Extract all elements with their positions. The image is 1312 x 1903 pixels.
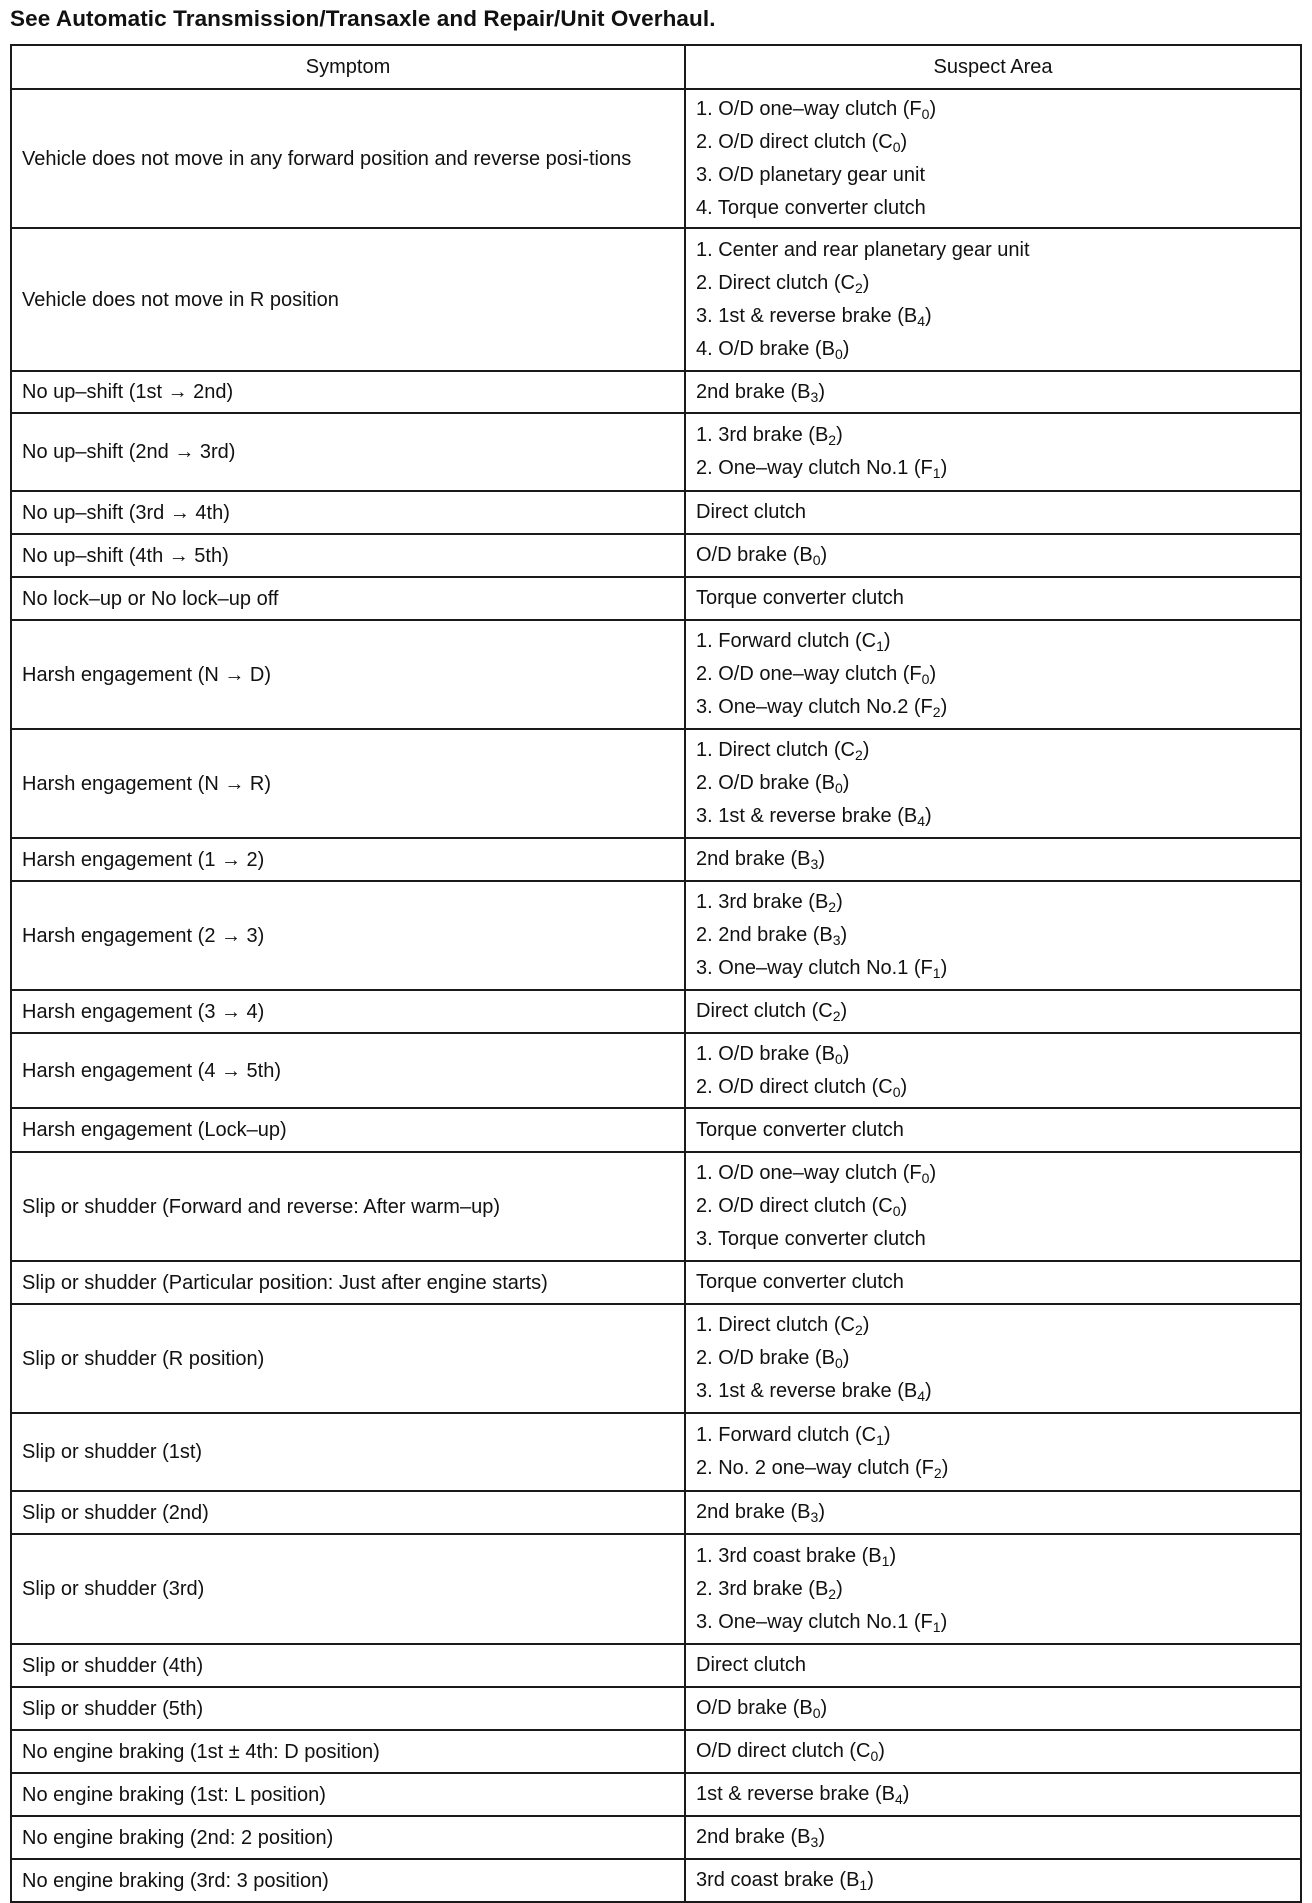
suspect-area-item: 1. 3rd brake $(B_2)$ xyxy=(696,891,843,915)
table-row xyxy=(11,1773,1301,1816)
symptom-cell xyxy=(11,838,685,881)
suspect-area-item: 2. One–way clutch No.1 $(F_1)$ xyxy=(696,457,948,481)
symptom-text: Harsh engagement (3 → 4) xyxy=(22,1000,265,1023)
symptom-cell xyxy=(11,1859,685,1902)
suspect-area-item: 2. O/D brake $(B_0)$ xyxy=(696,772,850,796)
symptom-text: No engine braking (2nd: 2 position) xyxy=(22,1826,334,1849)
table-row xyxy=(11,1033,1301,1108)
suspect-area-cell xyxy=(685,1152,1301,1261)
table-row xyxy=(11,1816,1301,1859)
suspect-area-item: 1. Forward clutch $(C_1)$ xyxy=(696,1424,891,1448)
suspect-area-item: 1st & reverse brake $(B_4)$ xyxy=(696,1783,910,1807)
table-header-row xyxy=(11,45,1301,89)
symptom-text: Harsh engagement (1 → 2) xyxy=(22,848,265,871)
table-row xyxy=(11,413,1301,491)
table-row xyxy=(11,1859,1301,1902)
symptom-text: Vehicle does not move in any forward position and reverse posi-tions xyxy=(22,147,632,170)
symptom-cell xyxy=(11,990,685,1033)
suspect-area-item: 2nd brake $(B_3)$ xyxy=(696,380,825,405)
suspect-area-cell xyxy=(685,577,1301,620)
suspect-area-item: 4. Torque converter clutch xyxy=(696,196,926,219)
suspect-area-item: 3. O/D planetary gear unit xyxy=(696,163,926,186)
symptom-cell xyxy=(11,1491,685,1534)
symptom-cell xyxy=(11,89,685,228)
suspect-area-item: 1. 3rd brake $(B_2)$ xyxy=(696,424,843,448)
symptom-cell xyxy=(11,534,685,577)
table-row xyxy=(11,1687,1301,1730)
symptom-text: No lock–up or No lock–up off xyxy=(22,587,279,610)
table-row xyxy=(11,577,1301,620)
suspect-area-item: Torque converter clutch xyxy=(696,587,904,609)
suspect-area-item: 2. O/D brake $(B_0)$ xyxy=(696,1347,850,1371)
table-row xyxy=(11,1644,1301,1687)
symptom-cell xyxy=(11,729,685,838)
suspect-area-item: 1. O/D one–way clutch $(F_0)$ xyxy=(696,97,937,122)
symptom-cell xyxy=(11,1413,685,1491)
suspect-area-item: 2nd brake $(B_3)$ xyxy=(696,1826,825,1850)
symptom-text: Harsh engagement (Lock–up) xyxy=(22,1119,287,1141)
suspect-area-item: Direct clutch xyxy=(696,1654,807,1676)
table-body xyxy=(11,89,1301,1902)
suspect-area-item: Torque converter clutch xyxy=(696,1271,904,1293)
suspect-area-item: 1. Direct clutch $(C_2)$ xyxy=(696,1314,870,1338)
suspect-area-cell xyxy=(685,371,1301,413)
column-header-suspect-area: Suspect Area xyxy=(685,45,1301,89)
suspect-area-cell xyxy=(685,1687,1301,1730)
suspect-area-item: 2. O/D direct clutch $(C_0)$ xyxy=(696,130,908,155)
suspect-area-item: 4. O/D brake $(B_0)$ xyxy=(696,337,850,362)
symptom-cell xyxy=(11,1773,685,1816)
symptom-text: No up–shift (1st → 2nd) xyxy=(22,381,234,403)
table-row xyxy=(11,729,1301,838)
table-row xyxy=(11,881,1301,990)
suspect-area-item: Direct clutch $(C_2)$ xyxy=(696,1000,848,1024)
suspect-area-item: 3rd coast brake $(B_1)$ xyxy=(696,1869,874,1893)
suspect-area-item: 3. One–way clutch No.2 $(F_2)$ xyxy=(696,696,948,720)
suspect-area-item: 3. Torque converter clutch xyxy=(696,1228,926,1250)
suspect-area-cell xyxy=(685,620,1301,729)
suspect-area-item: O/D direct clutch $(C_0)$ xyxy=(696,1740,885,1764)
suspect-area-item: O/D brake $(B_0)$ xyxy=(696,544,828,568)
suspect-area-cell xyxy=(685,1108,1301,1152)
symptom-text: Harsh engagement (2 → 3) xyxy=(22,924,265,947)
suspect-area-item: 3. 1st & reverse brake $(B_4)$ xyxy=(696,1380,932,1404)
symptom-cell xyxy=(11,1644,685,1687)
table-row xyxy=(11,228,1301,371)
symptom-text: Slip or shudder (2nd) xyxy=(22,1501,209,1524)
suspect-area-item: 1. Forward clutch $(C_1)$ xyxy=(696,630,891,654)
symptom-cell xyxy=(11,1261,685,1304)
table-row xyxy=(11,620,1301,729)
symptom-text: Slip or shudder (R position) xyxy=(22,1347,265,1370)
suspect-area-item: 1. O/D brake $(B_0)$ xyxy=(696,1042,850,1067)
symptom-text: No up–shift (3rd → 4th) xyxy=(22,501,230,524)
suspect-area-cell xyxy=(685,1033,1301,1108)
symptom-cell xyxy=(11,1687,685,1730)
suspect-area-item: O/D brake $(B_0)$ xyxy=(696,1697,828,1721)
suspect-area-cell xyxy=(685,89,1301,228)
table-row xyxy=(11,491,1301,534)
symptom-text: No engine braking (1st ± 4th: D position) xyxy=(22,1740,380,1763)
symptom-cell xyxy=(11,1152,685,1261)
suspect-area-cell xyxy=(685,881,1301,990)
symptom-cell xyxy=(11,1816,685,1859)
table-row xyxy=(11,1304,1301,1413)
suspect-area-cell xyxy=(685,1730,1301,1773)
suspect-area-cell xyxy=(685,1816,1301,1859)
symptom-cell xyxy=(11,491,685,534)
symptom-cell xyxy=(11,413,685,491)
suspect-area-item: 1. 3rd coast brake $(B_1)$ xyxy=(696,1544,897,1569)
symptom-cell xyxy=(11,620,685,729)
symptom-text: Harsh engagement (N → D) xyxy=(22,663,271,686)
suspect-area-cell xyxy=(685,1859,1301,1902)
suspect-area-item: 2. No. 2 one–way clutch $(F_2)$ xyxy=(696,1457,949,1481)
table-row xyxy=(11,1108,1301,1152)
symptom-table xyxy=(10,44,1302,1903)
table-row xyxy=(11,1152,1301,1261)
suspect-area-cell xyxy=(685,1644,1301,1687)
symptom-text: Slip or shudder (1st) xyxy=(22,1441,203,1463)
suspect-area-cell xyxy=(685,1261,1301,1304)
suspect-area-item: Direct clutch xyxy=(696,501,807,523)
table-row xyxy=(11,371,1301,413)
symptom-text: No engine braking (3rd: 3 position) xyxy=(22,1869,329,1892)
table-row xyxy=(11,838,1301,881)
symptom-cell xyxy=(11,881,685,990)
page-heading: See Automatic Transmission/Transaxle and Repair/Unit Overhaul. xyxy=(10,6,716,31)
symptom-cell xyxy=(11,1730,685,1773)
table-row xyxy=(11,1413,1301,1491)
suspect-area-item: 2nd brake $(B_3)$ xyxy=(696,848,825,872)
suspect-area-item: Torque converter clutch xyxy=(696,1118,904,1141)
suspect-area-cell xyxy=(685,413,1301,491)
symptom-text: No up–shift (4th → 5th) xyxy=(22,544,229,567)
symptom-text: Slip or shudder (5th) xyxy=(22,1697,204,1720)
suspect-area-cell xyxy=(685,729,1301,838)
symptom-cell xyxy=(11,1304,685,1413)
suspect-area-item: 2. O/D direct clutch $(C_0)$ xyxy=(696,1075,908,1100)
symptom-text: Slip or shudder (4th) xyxy=(22,1654,204,1677)
suspect-area-cell xyxy=(685,1413,1301,1491)
suspect-area-cell xyxy=(685,1491,1301,1534)
column-header-symptom: Symptom xyxy=(11,45,685,89)
symptom-text: Slip or shudder (3rd) xyxy=(22,1578,205,1600)
suspect-area-cell xyxy=(685,1534,1301,1644)
suspect-area-item: 2nd brake $(B_3)$ xyxy=(696,1501,825,1525)
suspect-area-item: 3. One–way clutch No.1 $(F_1)$ xyxy=(696,957,948,981)
suspect-area-cell xyxy=(685,838,1301,881)
suspect-area-item: 3. One–way clutch No.1 $(F_1)$ xyxy=(696,1610,948,1635)
symptom-text: Slip or shudder (Forward and reverse: After warm–up) xyxy=(22,1195,500,1218)
suspect-area-cell xyxy=(685,1304,1301,1413)
suspect-area-item: 2. Direct clutch $(C_2)$ xyxy=(696,271,870,296)
suspect-area-item: 2. 2nd brake $(B_3)$ xyxy=(696,924,848,948)
symptom-cell xyxy=(11,577,685,620)
symptom-cell xyxy=(11,1108,685,1152)
suspect-area-cell xyxy=(685,534,1301,577)
suspect-area-cell xyxy=(685,228,1301,371)
symptom-text: Vehicle does not move in R position xyxy=(22,288,339,311)
table-row xyxy=(11,1261,1301,1304)
symptom-text: No engine braking (1st: L position) xyxy=(22,1783,326,1806)
suspect-area-item: 1. Center and rear planetary gear unit xyxy=(696,238,1030,261)
table-row xyxy=(11,1534,1301,1644)
symptom-cell xyxy=(11,1534,685,1644)
suspect-area-cell xyxy=(685,491,1301,534)
symptom-cell xyxy=(11,1033,685,1108)
suspect-area-cell xyxy=(685,1773,1301,1816)
table-row xyxy=(11,534,1301,577)
symptom-text: No up–shift (2nd → 3rd) xyxy=(22,441,236,463)
suspect-area-item: 1. O/D one–way clutch $(F_0)$ xyxy=(696,1162,937,1186)
table-row xyxy=(11,1730,1301,1773)
suspect-area-cell xyxy=(685,990,1301,1033)
table-row xyxy=(11,89,1301,228)
suspect-area-item: 1. Direct clutch $(C_2)$ xyxy=(696,739,870,763)
suspect-area-item: 2. 3rd brake $(B_2)$ xyxy=(696,1577,843,1602)
symptom-cell xyxy=(11,371,685,413)
table-row xyxy=(11,990,1301,1033)
symptom-cell xyxy=(11,228,685,371)
symptom-text: Harsh engagement (N → R) xyxy=(22,772,271,795)
table-row xyxy=(11,1491,1301,1534)
symptom-text: Harsh engagement (4 → 5th) xyxy=(22,1059,282,1082)
suspect-area-item: 3. 1st & reverse brake $(B_4)$ xyxy=(696,304,932,329)
symptom-text: Slip or shudder (Particular position: Just after engine starts) xyxy=(22,1271,548,1294)
suspect-area-item: 2. O/D one–way clutch $(F_0)$ xyxy=(696,663,937,687)
suspect-area-item: 2. O/D direct clutch $(C_0)$ xyxy=(696,1195,908,1219)
suspect-area-item: 3. 1st & reverse brake $(B_4)$ xyxy=(696,805,932,829)
